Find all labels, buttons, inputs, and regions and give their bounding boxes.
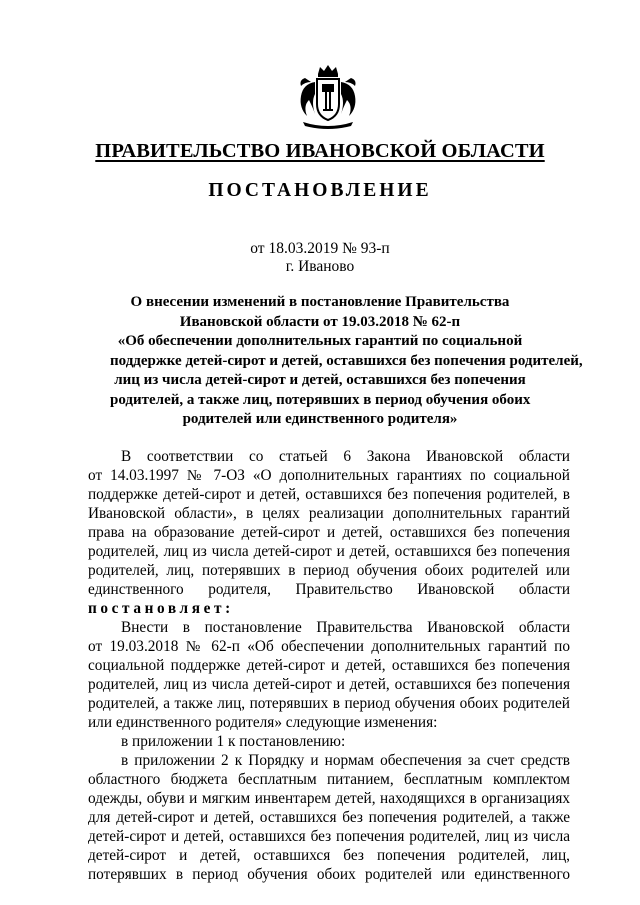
- body-line: от 14.03.1997 № 7-ОЗ «О дополнительных гарантиях по социальной: [88, 467, 570, 484]
- body-line: социальной поддержке детей-сирот и детей, оставшихся без попечения: [88, 657, 570, 674]
- heading-line: Ивановской области от 19.03.2018 № 62-п: [179, 313, 461, 330]
- body-line: для детей-сирот и детей, оставшихся без попечения родителей, а также: [88, 809, 570, 826]
- document-type-title: ПОСТАНОВЛЕНИЕ: [208, 180, 432, 201]
- heading-line: родителей или единственного родителя»: [182, 411, 458, 427]
- body-line: родителей, а также лиц, потерявших в период обучения обоих родителей: [88, 695, 570, 712]
- body-line: поддержке детей-сирот и детей, оставшихся без попечения родителей, в: [88, 486, 570, 503]
- body-line: родителей, лиц из числа детей-сирот и детей, оставшихся без попечения: [88, 543, 570, 560]
- resolution-heading: [110, 293, 583, 430]
- heading-line: лиц из числа детей-сирот и детей, оставшихся без попечения: [114, 372, 526, 388]
- body-line: потерявших в период обучения обоих родителей или единственного: [88, 866, 570, 883]
- body-line: детей-сирот и детей, оставшихся без попечения родителей, лиц из числа: [88, 828, 570, 845]
- resolves-colon: :: [225, 600, 231, 617]
- body-line: детей-сирот и детей, оставшихся без попечения родителей, лиц,: [88, 847, 570, 864]
- body-line: родителей, лиц из числа детей-сирот и детей, оставшихся без попечения: [88, 676, 570, 693]
- body-line: Внести в постановление Правительства Ивановской области: [121, 619, 570, 636]
- heading-line: родителей, а также лиц, потерявших в период обучения обоих: [110, 391, 531, 408]
- heading-line: «Об обеспечении дополнительных гарантий по социальной: [117, 333, 523, 349]
- body-line: права на образование детей-сирот и детей, оставшихся без попечения: [88, 524, 570, 541]
- document-body: [88, 447, 570, 884]
- body-line: родителей, лиц, потерявших в период обучения обоих родителей или: [88, 562, 570, 579]
- body-line: областного бюджета бесплатным питанием, бесплатным комплектом: [88, 771, 570, 788]
- date-number: от 18.03.2019 № 93-п: [250, 240, 390, 257]
- coat-of-arms-icon: [293, 64, 363, 130]
- body-line: или единственного родителя» следующие изменения:: [88, 714, 438, 731]
- body-line: Ивановской области», в целях реализации дополнительных гарантий: [88, 505, 570, 522]
- body-line: единственного родителя, Правительство Ивановской области: [88, 581, 570, 598]
- body-line: В соответствии со статьей 6 Закона Ивановской области: [121, 448, 570, 465]
- government-title: ПРАВИТЕЛЬСТВО ИВАНОВСКОЙ ОБЛАСТИ: [95, 140, 545, 162]
- heading-line: поддержке детей-сирот и детей, оставшихся без попечения родителей,: [110, 352, 583, 369]
- body-line: одежды, обуви и мягким инвентарем детей, находящихся в организациях: [88, 790, 570, 807]
- city: г. Иваново: [285, 258, 355, 275]
- heading-line: О внесении изменений в постановление Правительства: [130, 294, 510, 310]
- resolves-line: [88, 599, 570, 618]
- body-line: от 19.03.2018 № 62-п «Об обеспечении дополнительных гарантий по: [88, 638, 570, 655]
- body-line: в приложении 2 к Порядку и нормам обеспечения за счет средств: [121, 752, 570, 769]
- body-line: в приложении 1 к постановлению:: [121, 733, 346, 750]
- resolves-word: постановляет: [88, 600, 226, 617]
